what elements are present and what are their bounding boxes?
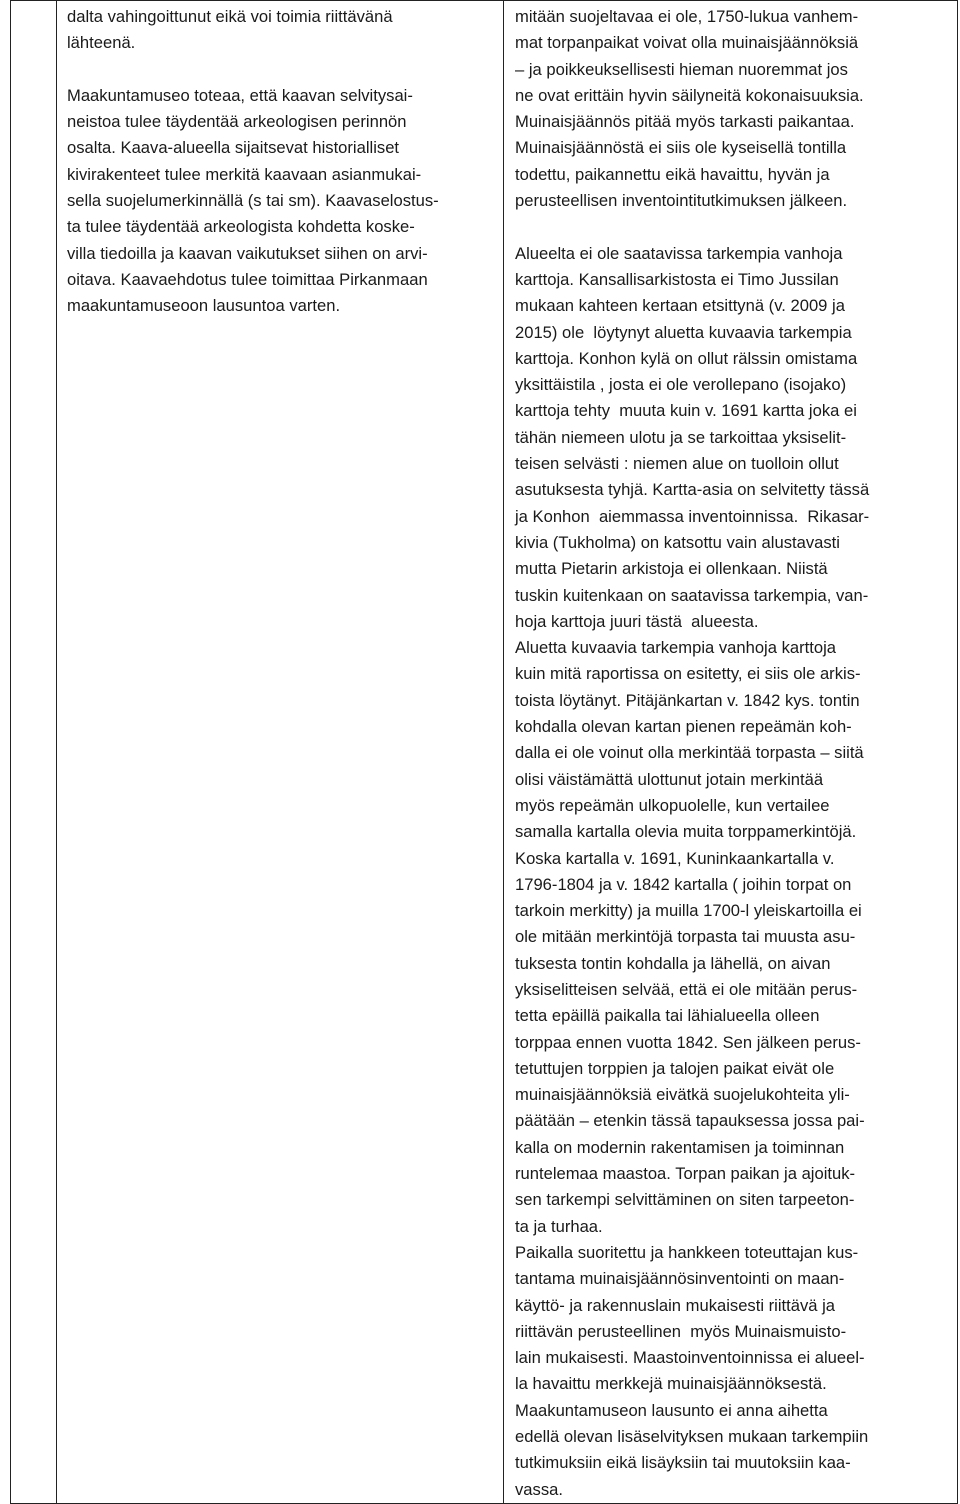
table-row bbox=[11, 1, 958, 1504]
empty-number-cell bbox=[11, 1, 57, 1504]
response-cell bbox=[504, 1, 958, 1504]
comment-response-table bbox=[10, 0, 958, 1504]
museum-statement-cell bbox=[57, 1, 504, 1504]
museum-statement-text: dalta vahingoittunut eikä voi toimia riittävänä lähteenä. Maakuntamuseo toteaa, että kaavan selvitysai- neistoa tulee täydentää arkeologisen perinnön osalta. Kaava-alueella sijaitsevat historialliset kivirakenteet tulee merkitä kaavaan asianmukai- sella suojelumerkinnällä (s tai sm). Kaavaselostus- ta tulee täydentää arkeologista kohdetta koske- villa tiedoilla ja kaavan vaikutukset siihen on arvi- oitava. Kaavaehdotus tulee toimittaa Pirkanmaan maakuntamuseoon lausuntoa varten. bbox=[67, 7, 439, 316]
response-text: mitään suojeltavaa ei ole, 1750-lukua vanhem- mat torpanpaikat voivat olla muinaisjäännöksiä – ja poikkeuksellisesti hieman nuoremmat jos ne ovat erittäin hyvin säilyneitä kokonaisuuksia. Muinaisjäännös pitää myös tarkasti paikantaa. Muinaisjäännöstä ei siis ole kyseisellä tontilla todettu, paikannettu eikä havaittu, hyvän ja perusteellisen inventointitutkimuksen jälkeen. Alueelta ei ole saatavissa tarkempia vanhoja karttoja. Kansallisarkistosta ei Timo Jussilan mukaan kahteen kertaan etsittynä (v. 2009 ja 2015) ole löytynyt aluetta kuvaavia tarkempia karttoja. Konhon kylä on ollut rälssin omistama yksittäistila , josta ei ole verollepano (isojako) karttoja tehty muuta kuin v. 1691 kartta joka ei tähän niemeen ulotu ja se tarkoittaa yksiselit- teisen selvästi : niemen alue on tuolloin ollut asutuksesta tyhjä. Kartta-asia on selvitetty tässä ja Konhon aiemmassa inventoinnissa. Rikasar- kivia (Tukholma) on katsottu vain alustavasti mutta Pietarin arkistoja ei ollenkaan. Niistä tuskin kuitenkaan on saatavissa tarkempia, van- hoja karttoja juuri tästä alueesta. Aluetta kuvaavia tarkempia vanhoja karttoja kuin mitä raportissa on esitetty, ei siis ole arkis- toista löytänyt. Pitäjänkartan v. 1842 kys. tontin kohdalla olevan kartan pienen repeämän koh- dalla ei ole voinut olla merkintää torpasta – siitä olisi väistämättä ulottunut jotain merkintää myös repeämän ulkopuolelle, kun vertailee samalla kartalla olevia muita torppamerkintöjä. Koska kartalla v. 1691, Kuninkaankartalla v. 1796-1804 ja v. 1842 kartalla ( joihin torpat on tarkoin merkitty) ja muilla 1700-l yleiskartoilla ei ole mitään merkintöjä torpasta tai muusta asu- tuksesta tontin kohdalla ja lähellä, on aivan yksiselitteisen selvää, että ei ole mitään perus- tetta epäillä paikalla tai lähialueella olleen torppaa ennen vuotta 1842. Sen jälkeen perus- tetuttujen torppien ja talojen paikat eivät ole muinaisjäännöksiä eivätkä suojelukohteita yli- päätään – etenkin tässä tapauksessa jossa pai- kalla on modernin rakentamisen ja toiminnan runtelemaa maastoa. Torpan paikan ja ajoituk- sen tarkempi selvittäminen on siten tarpeeton- ta ja turhaa. Paikalla suoritettu ja hankkeen toteuttajan kus- tantama muinaisjäännösinventointi on maan- käyttö- ja rakennuslain mukaisesti riittävä ja riittävän perusteellinen myös Muinaismuisto- lain mukaisesti. Maastoinventoinnissa ei alueel- la havaittu merkkejä muinaisjäännöksestä. Maakuntamuseon lausunto ei anna aihetta edellä olevan lisäselvityksen mukaan tarkempiin tutkimuksiin eikä lisäyksiin tai muutoksiin kaa- vassa. bbox=[515, 7, 870, 1499]
